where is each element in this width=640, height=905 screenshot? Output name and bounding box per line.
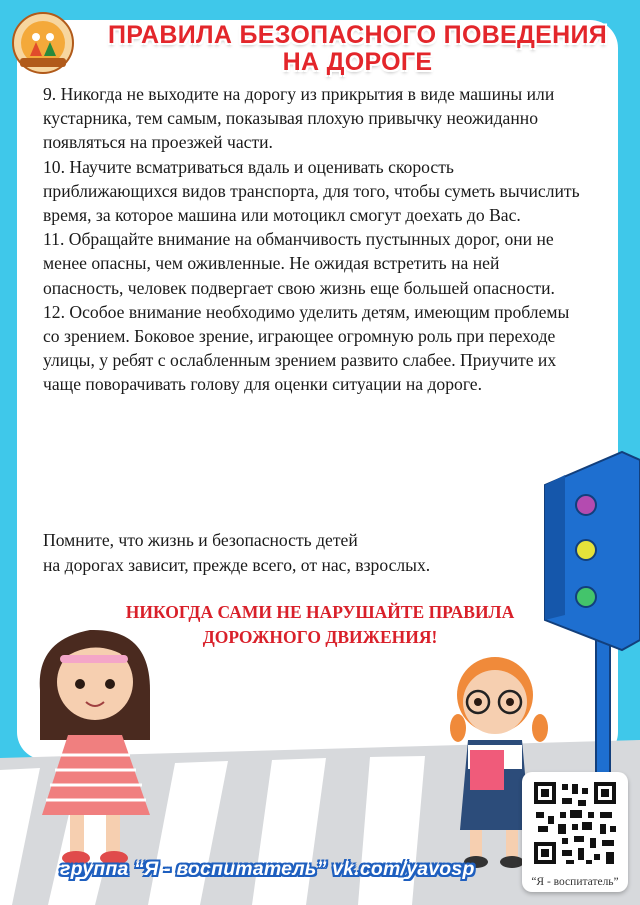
remember-line-2: на дорогах зависит, прежде всего, от нас, взрослых. — [43, 555, 431, 575]
rule-item: 11. Обращайте внимание на обманчивость пустынных дорог, они не менее опасны, чем оживленные. Не ожидая встретить на ней опасность, человек подвергает свою жизнь еще большей опасности. — [43, 229, 555, 298]
kids-logo-icon — [12, 12, 74, 74]
title-line-2: НА ДОРОГЕ — [282, 48, 433, 76]
qr-code[interactable] — [522, 772, 628, 892]
rule-item: 12. Особое внимание необходимо уделить детям, имеющим проблемы со зрением. Боковое зрение, играющее огромную роль при переходе улицы, у ребят с ослабленным зрением развито слабее. Приучите их чаще поворачивать голову для оценки ситуации на дороге. — [43, 301, 570, 395]
remember-line-1: Помните, что жизнь и безопасность детей — [43, 530, 358, 550]
qr-code-icon — [522, 772, 628, 876]
footer-link[interactable]: группа “Я - воспитатель” vk.com/yavosp — [60, 858, 475, 880]
rules-list — [43, 82, 583, 397]
rule-item: 10. Научите всматриваться вдаль и оценивать скорость приближающихся видов транспорта, для того, чтобы суметь вычислить время, за которое машина или мотоцикл смогут доехать до Вас. — [43, 156, 580, 226]
page-title — [100, 22, 615, 76]
rule-item: 9. Никогда не выходите на дорогу из прикрытия в виде машины или кустарника, тем самым, показывая плохую привычку неожиданно появляться на проезжей части. — [43, 84, 555, 153]
warning-line-1: НИКОГДА САМИ НЕ НАРУШАЙТЕ ПРАВИЛА — [125, 602, 515, 622]
title-line-1: ПРАВИЛА БЕЗОПАСНОГО ПОВЕДЕНИЯ — [108, 21, 607, 49]
qr-caption: “Я - воспитатель” — [531, 876, 619, 888]
warning-line-2: ДОРОЖНОГО ДВИЖЕНИЯ! — [202, 627, 438, 647]
